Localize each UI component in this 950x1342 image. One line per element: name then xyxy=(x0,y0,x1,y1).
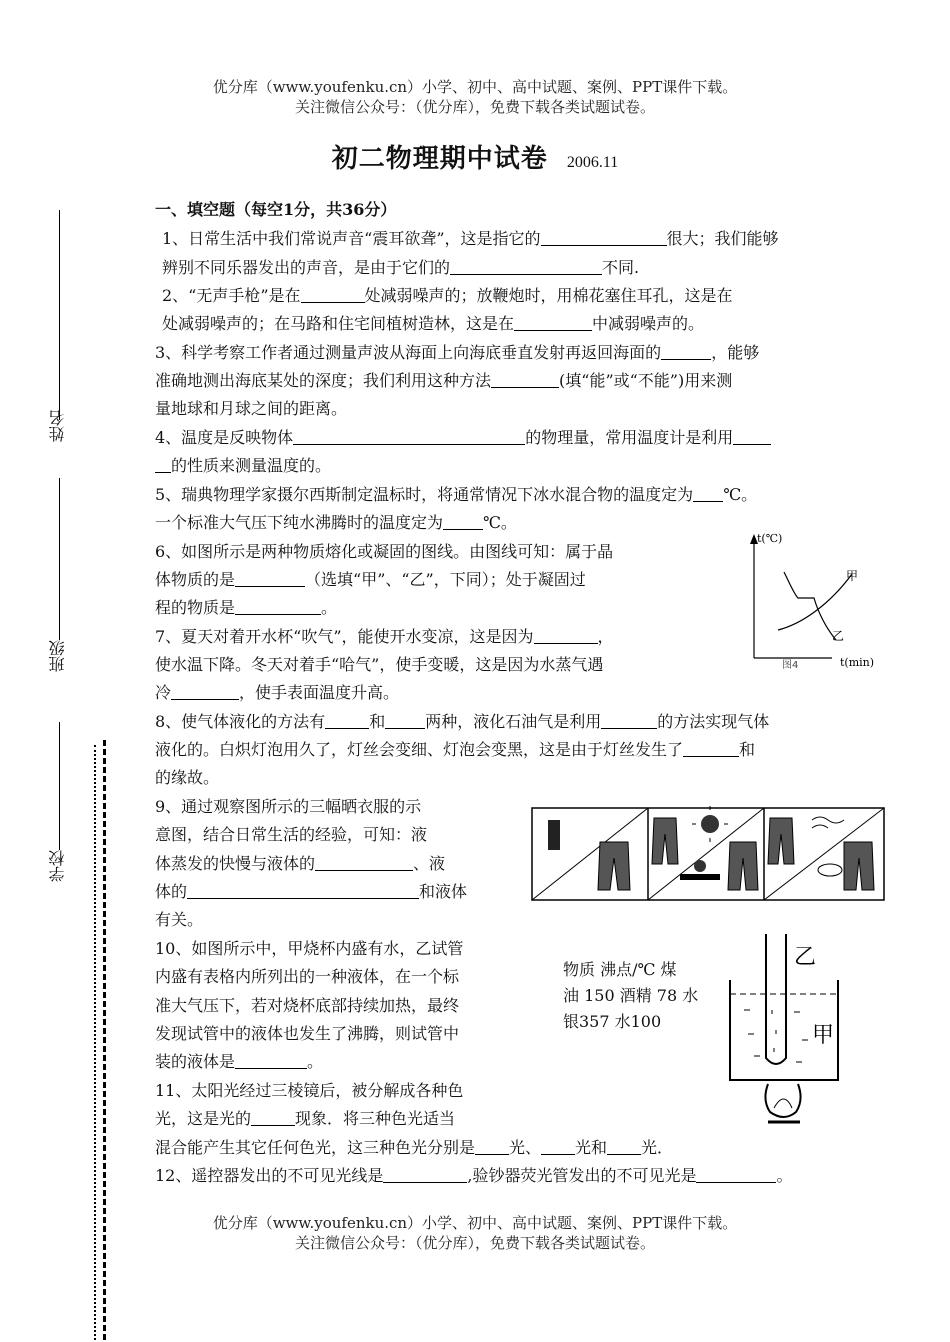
curve-jia-label: 甲 xyxy=(846,569,859,583)
q7-text-e: ，使手表面温度升高。 xyxy=(239,683,400,702)
q9-text-g: 有关。 xyxy=(155,910,204,929)
q1-text-b: 很大；我们能够 xyxy=(666,229,779,248)
pants-icon-5 xyxy=(844,842,874,890)
bubbles-icon xyxy=(744,1010,808,1062)
q12-text-a: 12、遥控器发出的不可见光线是 xyxy=(155,1166,384,1185)
q9-text-e: 体的 xyxy=(155,882,188,901)
q5-text-c: 一个标准大气压下纯水沸腾时的温度定为 xyxy=(155,513,444,532)
q7-text-a: 7、夏天对着开水杯“吹气”，能使开水变凉，这是因为 xyxy=(155,627,534,646)
q11-text-d: 混合能产生其它任何色光，这三种色光分别是 xyxy=(155,1138,476,1157)
q11-text-e: 光、 xyxy=(509,1138,542,1157)
q5-text-b: ℃。 xyxy=(723,485,758,504)
question-1-line-2 xyxy=(162,258,639,278)
sun-icon xyxy=(701,815,719,833)
q10-text-a: 10、如图所示中，甲烧杯内盛有水，乙试管 xyxy=(155,939,464,958)
melting-curve-graph xyxy=(740,528,890,670)
q5-text-a: 5、瑞典物理学家摄尔西斯制定温标时，将通常情况下冰水混合物的温度定为 xyxy=(155,485,694,504)
q4-text-b: 的物理量，常用温度计是利用 xyxy=(525,428,734,447)
question-11-line-1 xyxy=(155,1081,463,1101)
graph-fig-label: 图4 xyxy=(782,660,799,670)
q1-text-c: 辨别不同乐器发出的声音，是由于它们的 xyxy=(162,258,451,277)
q12-text-b: ,验钞器荧光管发出的不可见光是 xyxy=(467,1166,697,1185)
tube-label: 乙 xyxy=(794,945,817,970)
wind-icon xyxy=(812,817,844,823)
q7-blank-2[interactable] xyxy=(171,684,239,700)
q2-text-a: 2、“无声手枪”是在 xyxy=(162,286,301,305)
pants-icon-3 xyxy=(728,842,758,890)
q8-blank-3[interactable] xyxy=(601,713,657,729)
question-10-line-4 xyxy=(155,1024,459,1044)
q10-text-d: 发现试管中的液体也发生了沸腾，则试管中 xyxy=(155,1024,460,1043)
q6-blank-2[interactable] xyxy=(235,599,321,615)
q8-text-a: 8、使气体液化的方法有 xyxy=(155,712,326,731)
q9-blank-2[interactable] xyxy=(187,883,419,899)
question-8-line-1 xyxy=(155,712,769,732)
q4-blank-1[interactable] xyxy=(293,429,525,445)
q8-text-f: 和 xyxy=(739,740,756,759)
question-4-line-2 xyxy=(155,456,331,476)
q2-blank-1[interactable] xyxy=(301,287,365,303)
table-row-2: 油 150 酒精 78 水 xyxy=(563,986,699,1005)
question-9-line-1 xyxy=(155,797,421,817)
section-heading-row xyxy=(155,200,396,220)
q8-blank-2[interactable] xyxy=(385,713,425,729)
question-10-line-2 xyxy=(155,967,459,987)
q12-text-c: 。 xyxy=(776,1166,793,1185)
stove-table-icon xyxy=(680,874,720,880)
q11-blank-1[interactable] xyxy=(251,1110,295,1126)
question-9-line-2 xyxy=(155,825,427,845)
flame-icon xyxy=(694,860,706,872)
q12-blank-2[interactable] xyxy=(696,1167,776,1183)
q3-text-d: (填“能”或“不能”)用来测 xyxy=(559,371,733,390)
footer-line-2: 关注微信公众号：（优分库），免费下载各类试题试卷。 xyxy=(294,1234,655,1252)
q10-text-e: 装的液体是 xyxy=(155,1052,236,1071)
q3-blank-2[interactable] xyxy=(491,372,559,388)
q4-text-c: 的性质来测量温度的。 xyxy=(171,456,332,475)
question-3-line-3 xyxy=(155,399,347,419)
question-3-line-1 xyxy=(155,343,759,363)
question-4-line-1 xyxy=(155,428,771,448)
q11-text-f: 光和 xyxy=(575,1138,608,1157)
q6-text-b: 体物质的是 xyxy=(155,570,236,589)
q7-blank-1[interactable] xyxy=(534,628,598,644)
question-7-line-1 xyxy=(155,627,614,647)
q11-blank-2[interactable] xyxy=(475,1139,509,1155)
side-line-top xyxy=(59,210,60,420)
q8-text-e: 液化的。白炽灯泡用久了，灯丝会变细、灯泡会变黑，这是由于灯丝发生了 xyxy=(155,740,684,759)
q8-text-d: 的方法实现气体 xyxy=(657,712,770,731)
question-9-line-3 xyxy=(155,854,445,874)
question-12-line-1 xyxy=(155,1166,792,1186)
side-label-name: 姓名 xyxy=(48,410,67,442)
test-tube xyxy=(766,934,786,1064)
curve-yi xyxy=(784,572,836,640)
q11-text-b: 光，这是光的 xyxy=(155,1109,252,1128)
question-1-line-1 xyxy=(162,229,779,249)
pants-icon-1 xyxy=(598,842,630,890)
side-line-bottom xyxy=(59,722,60,850)
q6-blank-1[interactable] xyxy=(235,571,305,587)
page-date: 2006.11 xyxy=(566,154,619,171)
q7-text-b: ， xyxy=(597,627,614,646)
folded-cloth-icon xyxy=(548,820,560,850)
q9-text-c: 体蒸发的快慢与液体的 xyxy=(155,854,316,873)
q10-blank-1[interactable] xyxy=(235,1053,307,1069)
q1-text-a: 1、日常生活中我们常说声音“震耳欲聋”，这是指它的 xyxy=(162,229,541,248)
q6-text-c: （选填“甲”、“乙”，下同）；处于凝固过 xyxy=(305,570,586,589)
q8-blank-4[interactable] xyxy=(683,741,739,757)
q8-blank-1[interactable] xyxy=(325,713,369,729)
q9-text-b: 意图，结合日常生活的经验，可知：液 xyxy=(155,825,428,844)
table-row-1: 物质 沸点/℃ 煤 xyxy=(563,960,677,979)
q9-text-d: 、液 xyxy=(413,854,446,873)
pants-icon-4 xyxy=(768,818,794,864)
q1-blank-2[interactable] xyxy=(450,259,602,275)
question-5-line-2 xyxy=(155,513,517,533)
q9-text-f: 和液体 xyxy=(419,882,468,901)
question-9-line-4 xyxy=(155,882,467,902)
q5-blank-2[interactable] xyxy=(443,514,483,530)
q5-blank-1[interactable] xyxy=(693,486,723,502)
q6-text-e: 。 xyxy=(321,598,338,617)
wind-icon-2 xyxy=(812,825,828,828)
q4-blank-2a[interactable] xyxy=(733,429,771,445)
question-10-line-5 xyxy=(155,1052,323,1072)
q11-text-g: 光． xyxy=(641,1138,674,1157)
question-11-line-2 xyxy=(155,1109,455,1129)
q4-blank-2b[interactable] xyxy=(155,457,171,473)
side-line-mid xyxy=(59,478,60,640)
question-6-line-1 xyxy=(155,542,613,562)
footer-line-1: 优分库（www.youfenku.cn）小学、初中、高中试题、案例、PPT课件下载。 xyxy=(212,1214,738,1232)
page-title: 初二物理期中试卷 xyxy=(331,144,548,174)
q8-text-g: 的缘故。 xyxy=(155,768,220,787)
q11-blank-4[interactable] xyxy=(607,1139,641,1155)
table-row-3: 银357 水100 xyxy=(563,1012,662,1031)
q10-text-c: 准大气压下，若对烧杯底部持续加热，最终 xyxy=(155,996,460,1015)
q11-text-c: 现象．将三种色光适当 xyxy=(295,1109,456,1128)
q2-text-c: 处减弱噪声的；在马路和住宅间植树造林，这是在 xyxy=(162,314,515,333)
burner-inner-flame-icon xyxy=(774,1099,792,1108)
q4-text-a: 4、温度是反映物体 xyxy=(155,428,294,447)
question-2-line-1 xyxy=(162,286,733,306)
q12-blank-1[interactable] xyxy=(383,1167,467,1183)
question-7-line-2 xyxy=(155,655,603,675)
q2-text-b: 处减弱噪声的；放鞭炮时，用棉花塞住耳孔，这是在 xyxy=(364,286,733,305)
q6-text-d: 程的物质是 xyxy=(155,598,236,617)
q3-text-c: 准确地测出海底某处的深度；我们利用这种方法 xyxy=(155,371,492,390)
side-label-class: 班级 xyxy=(48,640,67,672)
question-10-line-1 xyxy=(155,939,463,959)
q7-text-d: 冷 xyxy=(155,683,172,702)
cloud-icon xyxy=(818,864,842,876)
question-11-line-3 xyxy=(155,1138,673,1158)
q11-text-a: 11、太阳光经过三棱镜后，被分解成各种色 xyxy=(155,1081,464,1100)
q6-text-a: 6、如图所示是两种物质熔化或凝固的图线。由图线可知：属于晶 xyxy=(155,542,614,561)
q1-text-d: 不同. xyxy=(602,258,640,277)
side-label-school: 学校 xyxy=(48,850,67,882)
header-line-2: 关注微信公众号：（优分库），免费下载各类试题试卷。 xyxy=(294,98,655,116)
question-8-line-3 xyxy=(155,768,219,788)
question-10-line-3 xyxy=(155,996,459,1016)
question-6-line-3 xyxy=(155,598,337,618)
q2-blank-2[interactable] xyxy=(514,315,592,331)
q5-text-d: ℃。 xyxy=(483,513,517,532)
q3-text-b: ，能够 xyxy=(711,343,760,362)
beaker-label: 甲 xyxy=(812,1023,835,1048)
question-7-line-3 xyxy=(155,683,399,703)
graph-y-label: t(℃) xyxy=(757,532,783,545)
question-8-line-2 xyxy=(155,740,755,760)
q9-blank-1[interactable] xyxy=(315,855,413,871)
section-heading: 一、填空题（每空1分，共36分） xyxy=(155,200,397,219)
question-2-line-2 xyxy=(162,314,704,334)
q10-text-f: 。 xyxy=(307,1052,324,1071)
q10-text-b: 内盛有表格内所列出的一种液体，在一个标 xyxy=(155,967,460,986)
q3-text-e: 量地球和月球之间的距离。 xyxy=(155,399,348,418)
q9-text-a: 9、通过观察图所示的三幅晒衣服的示 xyxy=(155,797,422,816)
graph-x-label: t(min) xyxy=(840,656,875,669)
title-block xyxy=(0,138,950,175)
q2-text-d: 中减弱噪声的。 xyxy=(592,314,705,333)
pants-icon-2 xyxy=(652,818,678,864)
header-line-1: 优分库（www.youfenku.cn）小学、初中、高中试题、案例、PPT课件下载。 xyxy=(212,78,738,96)
clothes-drying-figure xyxy=(530,806,886,902)
q8-text-c: 两种，液化石油气是利用 xyxy=(425,712,602,731)
q8-text-b: 和 xyxy=(369,712,386,731)
q3-text-a: 3、科学考察工作者通过测量声波从海面上向海底垂直发射再返回海面的 xyxy=(155,343,662,362)
question-3-line-2 xyxy=(155,371,732,391)
burner-flame-icon xyxy=(765,1084,800,1117)
question-5-line-1 xyxy=(155,485,757,505)
q1-blank-1[interactable] xyxy=(541,230,667,246)
question-6-line-2 xyxy=(155,570,586,590)
q7-text-c: 使水温下降。冬天对着手“哈气”，使手变暖，这是因为水蒸气遇 xyxy=(155,655,604,674)
q11-blank-3[interactable] xyxy=(541,1139,575,1155)
curve-yi-label: 乙 xyxy=(832,629,845,643)
beaker-figure xyxy=(724,930,864,1130)
q3-blank-1[interactable] xyxy=(661,344,711,360)
question-9-line-5 xyxy=(155,910,203,930)
boiling-point-table xyxy=(563,957,723,1035)
